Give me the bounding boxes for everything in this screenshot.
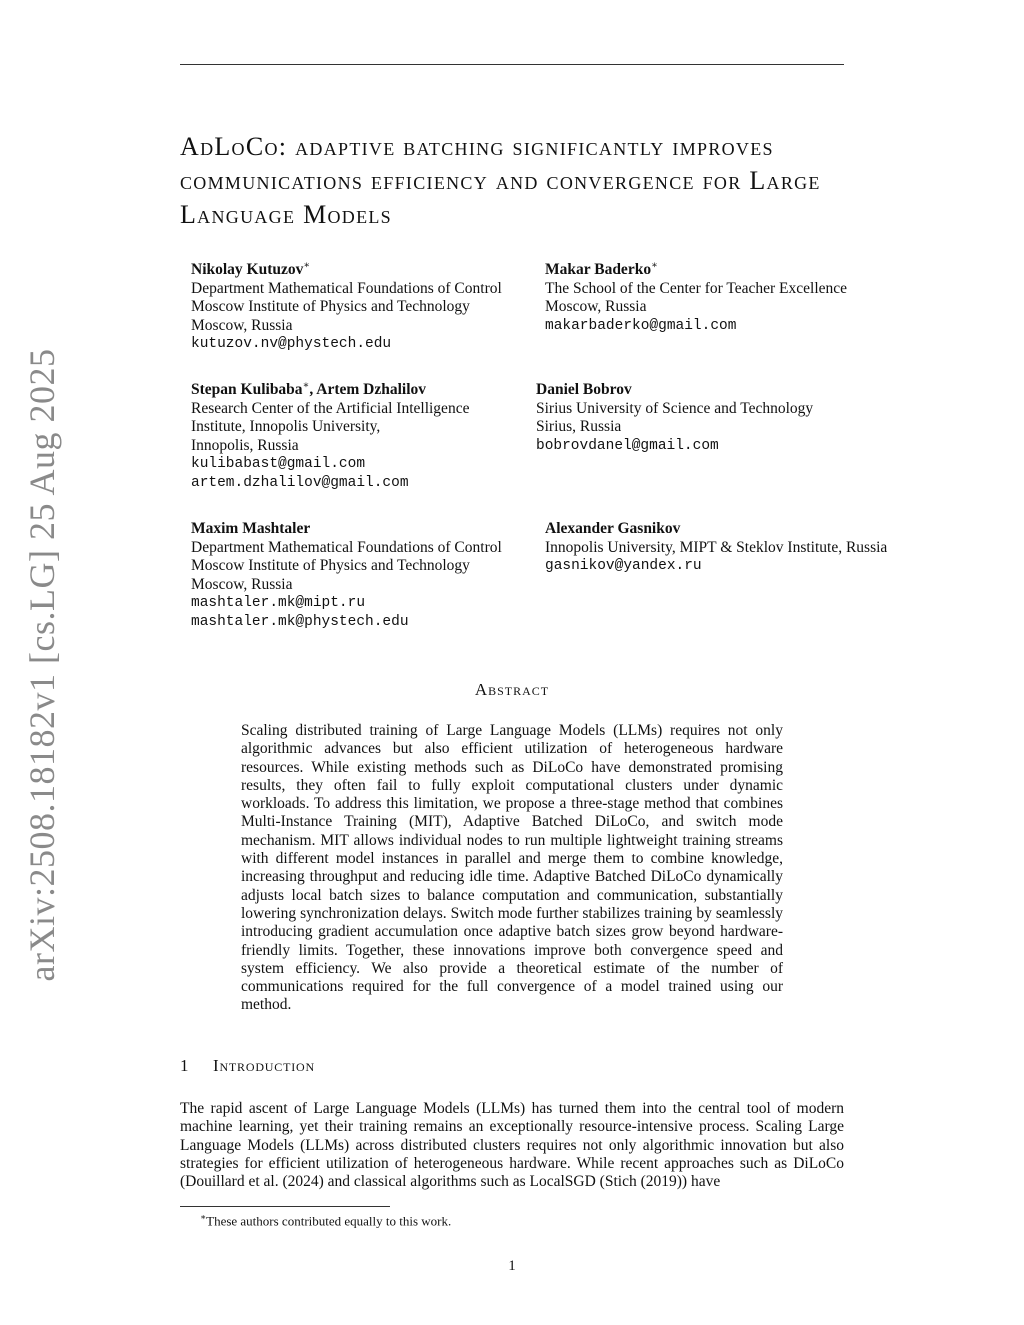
author-name: Nikolay Kutuzov (191, 261, 304, 278)
affiliation-line: Sirius University of Science and Technology (536, 399, 814, 417)
section-number: 1 (180, 1056, 190, 1075)
affiliation-line: Institute, Innopolis University, (191, 418, 381, 436)
author-mark: ∗ (302, 379, 310, 391)
author-block (191, 261, 502, 354)
footnote (200, 1209, 451, 1229)
author-email[interactable]: gasnikov@yandex.ru (545, 558, 702, 575)
abstract-heading: Abstract (474, 680, 550, 699)
author-email[interactable]: mashtaler.mk@mipt.ru (191, 595, 366, 612)
author-mark: ∗ (303, 259, 311, 271)
abstract-text: Scaling distributed training of Large Language Models (LLMs) requires not only algorithmic advances but also efficient utilization of heterogeneous hardware resources. While existing methods such as DiLoCo have demonstrated promising results, they often fail to fully exploit computational clusters under dynamic workloads. To address this limitation, we propose a three-stage method that combines Multi-Instance Training (MIT), Adaptive Batched DiLoCo, and switch mode mechanism. MIT allows individual nodes to run multiple lightweight training streams with different model instances in parallel and merge them to combine knowledge, increasing throughput and reducing idle time. Adaptive Batched DiLoCo dynamically adjusts local batch sizes to balance computation and communication, substantially lowering synchronization delays. Switch mode further stabilizes training by seamlessly introducing gradient accumulation once adaptive batch sizes grow beyond hardware-friendly limits. Together, these innovations improve both convergence speed and system efficiency. We also provide a theoretical estimate of the number of communications required for the full convergence of a model trained using our method. (241, 722, 783, 1014)
affiliation-line: Moscow Institute of Physics and Technology (191, 298, 470, 316)
affiliation-line: Sirius, Russia (536, 418, 622, 436)
author-block (191, 520, 502, 632)
affiliation-line: Department Mathematical Foundations of Control (191, 279, 502, 297)
author-name: Stepan Kulibaba (191, 381, 303, 398)
top-rule (180, 64, 844, 65)
affiliation-line: Moscow, Russia (545, 298, 647, 316)
author-name: Daniel Bobrov (536, 381, 632, 398)
affiliation-line: Moscow, Russia (191, 316, 293, 334)
affiliation-line: Moscow, Russia (191, 575, 293, 593)
author-name: Artem Dzhalilov (316, 381, 427, 398)
paper-title: AdLoCo: adaptive batching significantly improves communications efficiency and convergence for Large Language Models (180, 132, 821, 229)
author-name: Alexander Gasnikov (545, 520, 681, 537)
affiliation-line: Moscow Institute of Physics and Technology (191, 557, 470, 575)
author-email[interactable]: bobrovdanel@gmail.com (536, 437, 719, 454)
arxiv-identifier: arXiv:2508.18182v1 [cs.LG] 25 Aug 2025 (22, 348, 62, 982)
introduction-text: The rapid ascent of Large Language Models (LLMs) has turned them into the central tool of modern machine learning, yet their training remains an exceptionally resource-intensive process. Scaling Large Language Models (LLMs) across distributed clusters requires not only algorithmic innovation but also strategies for efficient utilization of heterogeneous hardware. While recent approaches such as DiLoCo (Douillard et al. (2024) and classical algorithms such as LocalSGD (Stich (2019)) have (180, 1100, 844, 1191)
author-email[interactable]: artem.dzhalilov@gmail.com (191, 474, 409, 491)
affiliation-line: Department Mathematical Foundations of Control (191, 538, 502, 556)
affiliation-line: The School of the Center for Teacher Excellence (545, 279, 848, 297)
arxiv-sidebar (22, 348, 62, 982)
author-mark: ∗ (651, 259, 658, 271)
author-block (545, 261, 847, 335)
affiliation-line: Research Center of the Artificial Intelligence (191, 399, 470, 417)
affiliation-line: Innopolis, Russia (191, 436, 299, 454)
footnote-rule (180, 1206, 390, 1207)
author-email[interactable]: makarbaderko@gmail.com (545, 317, 737, 334)
footnote-mark: ∗ (200, 1212, 207, 1222)
author-block (545, 520, 887, 576)
author-email[interactable]: kulibabast@gmail.com (191, 456, 366, 473)
footnote-text: These authors contributed equally to this work. (206, 1213, 452, 1229)
author-email[interactable]: mashtaler.mk@phystech.edu (191, 613, 409, 630)
author-block: Stepan Kulibaba∗, Artem Dzhalilov Research Center of the Artificial Intelligence Institute, Innopolis University, Innopolis, Russia kulibabast@gmail.com artem.dzhalilov@gmail.com (191, 379, 470, 491)
author-email[interactable]: kutuzov.nv@phystech.edu (191, 336, 392, 353)
author-block (536, 381, 813, 455)
affiliation-line: Innopolis University, MIPT & Steklov Institute, Russia (545, 538, 888, 556)
author-name: Maxim Mashtaler (191, 520, 311, 537)
section-title: Introduction (213, 1056, 315, 1075)
page-number: 1 (508, 1258, 516, 1274)
author-name: Makar Baderko (545, 261, 652, 278)
section-heading (180, 1056, 315, 1076)
